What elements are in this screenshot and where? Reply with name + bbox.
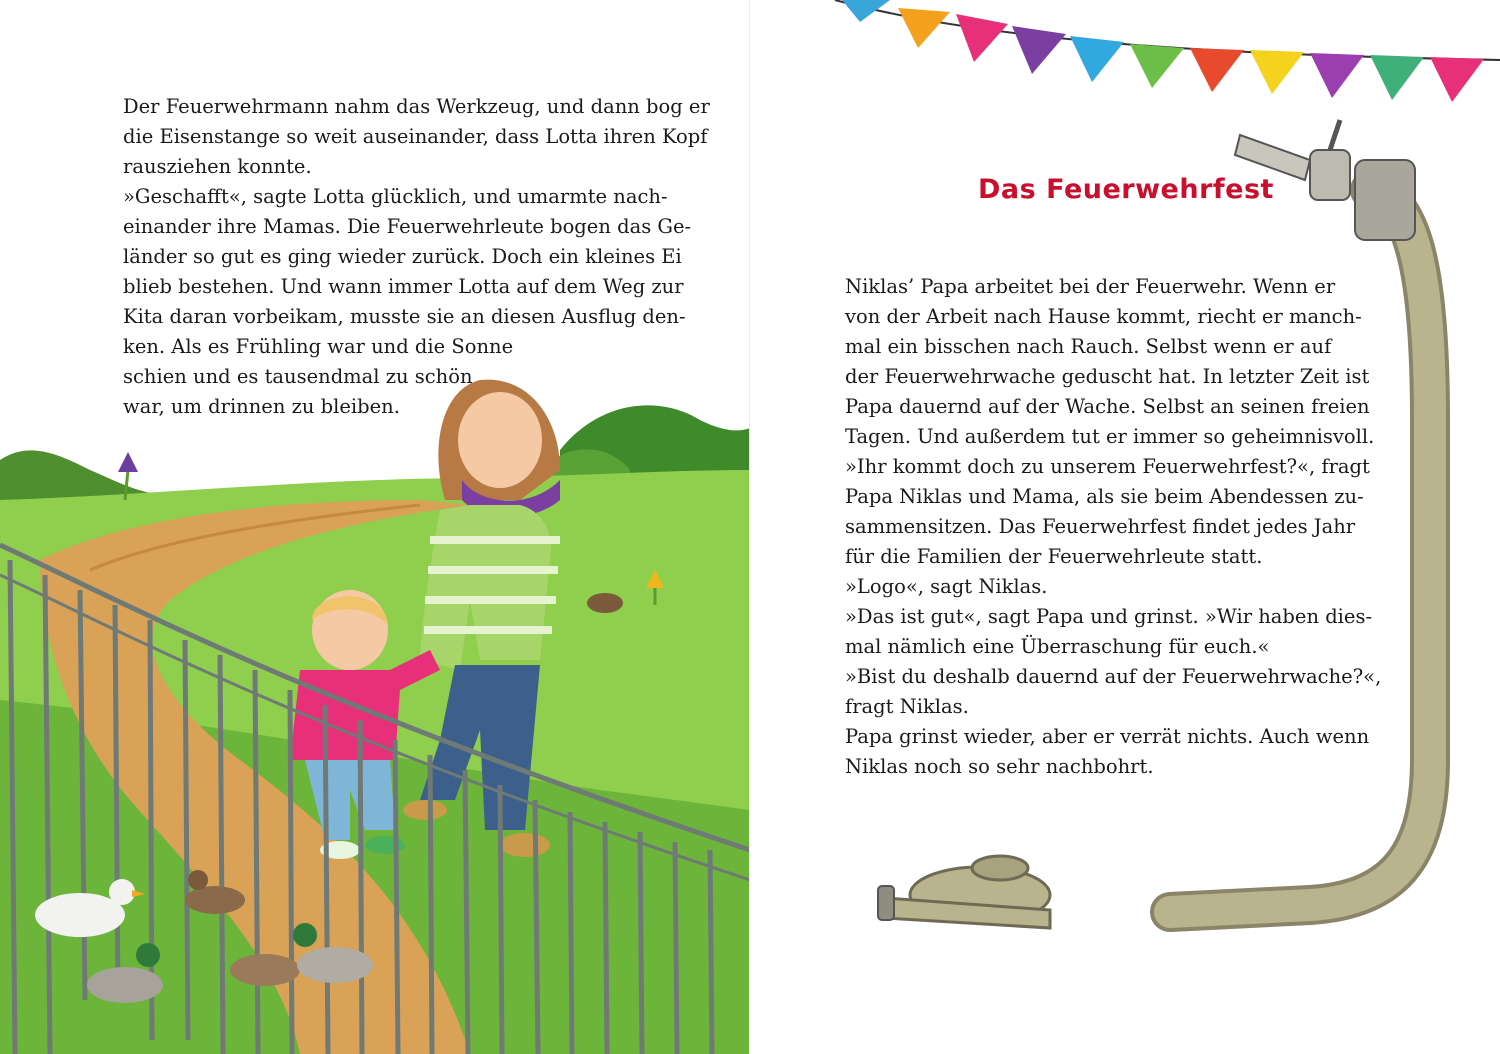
text-line: länder so gut es ging wieder zurück. Doch ein kleines Ei bbox=[123, 245, 682, 268]
text-line: »Das ist gut«, sagt Papa und grinst. »Wir haben dies- bbox=[845, 605, 1373, 628]
text-line: Niklas’ Papa arbeitet bei der Feuerwehr. Wenn er bbox=[845, 275, 1336, 298]
left-page-paragraph bbox=[123, 92, 710, 422]
text-line: mal ein bisschen nach Rauch. Selbst wenn er auf bbox=[845, 335, 1332, 358]
text-line: »Geschafft«, sagte Lotta glücklich, und umarmte nach- bbox=[123, 185, 668, 208]
text-line: die Eisenstange so weit auseinander, dass Lotta ihren Kopf bbox=[123, 125, 708, 148]
text-line: schien und es tausendmal zu schön bbox=[123, 365, 473, 388]
text-line: Papa dauernd auf der Wache. Selbst an seinen freien bbox=[845, 395, 1370, 418]
text-line: Tagen. Und außerdem tut er immer so geheimnisvoll. bbox=[845, 425, 1375, 448]
text-line: Papa Niklas und Mama, als sie beim Abendessen zu- bbox=[845, 485, 1364, 508]
text-line: Niklas noch so sehr nachbohrt. bbox=[845, 755, 1154, 778]
text-line: war, um drinnen zu bleiben. bbox=[123, 395, 400, 418]
text-line: rausziehen konnte. bbox=[123, 155, 312, 178]
text-line: »Bist du deshalb dauernd auf der Feuerwehrwache?«, bbox=[845, 665, 1382, 688]
text-line: von der Arbeit nach Hause kommt, riecht er manch- bbox=[845, 305, 1362, 328]
right-page bbox=[750, 0, 1500, 1054]
text-line: mal nämlich eine Überraschung für euch.« bbox=[845, 635, 1270, 658]
text-line: »Logo«, sagt Niklas. bbox=[845, 575, 1048, 598]
text-line: einander ihre Mamas. Die Feuerwehrleute bogen das Ge- bbox=[123, 215, 692, 238]
text-line: Der Feuerwehrmann nahm das Werkzeug, und dann bog er bbox=[123, 95, 710, 118]
text-line: fragt Niklas. bbox=[845, 695, 969, 718]
text-line: sammensitzen. Das Feuerwehrfest findet jedes Jahr bbox=[845, 515, 1356, 538]
text-line: Kita daran vorbeikam, musste sie an diesen Ausflug den- bbox=[123, 305, 686, 328]
text-line: für die Familien der Feuerwehrleute statt. bbox=[845, 545, 1263, 568]
text-line: »Ihr kommt doch zu unserem Feuerwehrfest?«, fragt bbox=[845, 455, 1370, 478]
text-line: blieb bestehen. Und wann immer Lotta auf dem Weg zur bbox=[123, 275, 684, 298]
text-line: ken. Als es Frühling war und die Sonne bbox=[123, 335, 514, 358]
text-line: der Feuerwehrwache geduscht hat. In letzter Zeit ist bbox=[845, 365, 1370, 388]
text-line: Papa grinst wieder, aber er verrät nichts. Auch wenn bbox=[845, 725, 1370, 748]
chapter-title: Das Feuerwehrfest bbox=[978, 174, 1274, 205]
hedgehog-icon bbox=[587, 593, 623, 613]
right-page-paragraph bbox=[845, 272, 1381, 782]
